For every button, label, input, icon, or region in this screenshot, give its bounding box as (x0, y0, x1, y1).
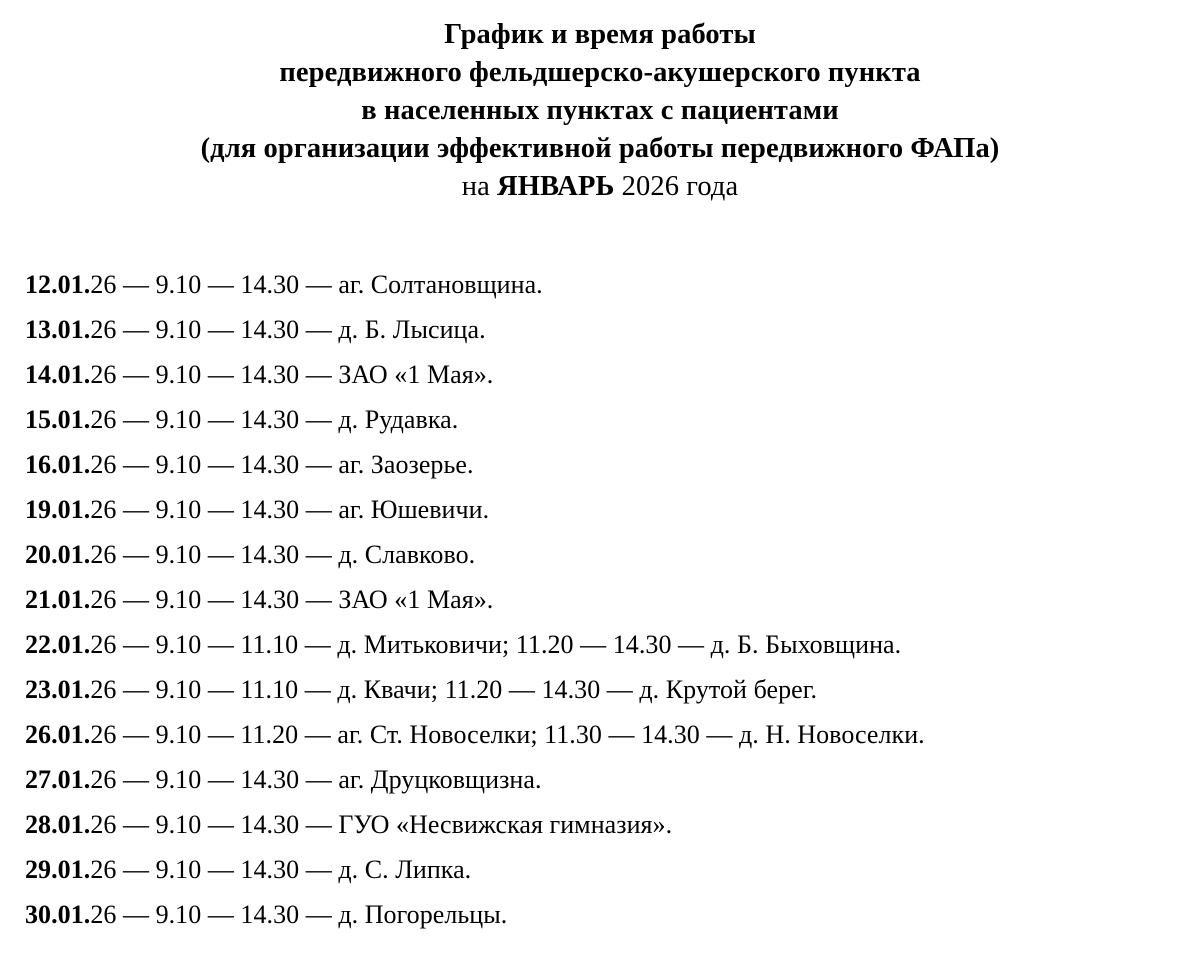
schedule-date-year: 26 (90, 405, 117, 434)
schedule-date: 15.01. (25, 405, 91, 434)
schedule-details: — 9.10 — 11.10 — д. Квачи; 11.20 — 14.30 — д. Крутой берег. (116, 675, 818, 704)
schedule-details: — 9.10 — 14.30 — ЗАО «1 Мая». (116, 360, 494, 389)
document-title-block (0, 0, 1200, 206)
schedule-date-year: 26 (90, 855, 117, 884)
title-month-line (0, 168, 1200, 206)
schedule-row (25, 847, 1200, 892)
schedule-date: 21.01. (25, 585, 91, 614)
title-line-1: График и время работы (444, 19, 756, 50)
schedule-row (25, 442, 1200, 487)
schedule-row (25, 802, 1200, 847)
schedule-date-year: 26 (90, 315, 117, 344)
schedule-row (25, 352, 1200, 397)
schedule-details: — 9.10 — 14.30 — аг. Друцковщизна. (116, 765, 542, 794)
title-line-4: (для организации эффективной работы передвижного ФАПа) (200, 133, 1000, 164)
schedule-date: 19.01. (25, 495, 91, 524)
schedule-details: — 9.10 — 11.20 — аг. Ст. Новоселки; 11.30 — 14.30 — д. Н. Новоселки. (116, 720, 925, 749)
schedule-row (25, 892, 1200, 937)
schedule-date: 13.01. (25, 315, 91, 344)
schedule-date: 29.01. (25, 855, 91, 884)
schedule-details: — 9.10 — 14.30 — д. Славково. (116, 540, 476, 569)
schedule-row (25, 487, 1200, 532)
schedule-date-year: 26 (90, 360, 117, 389)
schedule-date: 27.01. (25, 765, 91, 794)
schedule-row (25, 622, 1200, 667)
schedule-date: 12.01. (25, 270, 91, 299)
schedule-date: 22.01. (25, 630, 91, 659)
schedule-date-year: 26 (90, 450, 117, 479)
schedule-details: — 9.10 — 14.30 — аг. Заозерье. (116, 450, 474, 479)
schedule-details: — 9.10 — 14.30 — д. С. Липка. (116, 855, 472, 884)
schedule-date-year: 26 (90, 540, 117, 569)
schedule-details: — 9.10 — 14.30 — д. Рудавка. (116, 405, 459, 434)
schedule-date: 16.01. (25, 450, 91, 479)
schedule-date-year: 26 (90, 900, 117, 929)
schedule-details: — 9.10 — 14.30 — аг. Юшевичи. (116, 495, 490, 524)
schedule-date: 30.01. (25, 900, 91, 929)
schedule-details: — 9.10 — 14.30 — ЗАО «1 Мая». (116, 585, 494, 614)
month-line-prefix: на (461, 171, 498, 202)
schedule-details: — 9.10 — 14.30 — ГУО «Несвижская гимназия». (116, 810, 673, 839)
schedule-date-year: 26 (90, 495, 117, 524)
schedule-date: 14.01. (25, 360, 91, 389)
schedule-date-year: 26 (90, 765, 117, 794)
schedule-row (25, 757, 1200, 802)
title-line-3: в населенных пунктах с пациентами (361, 95, 839, 126)
schedule-date: 23.01. (25, 675, 91, 704)
month-line-suffix: 2026 года (614, 171, 739, 202)
schedule-row (25, 397, 1200, 442)
schedule-row (25, 577, 1200, 622)
schedule-date-year: 26 (90, 270, 117, 299)
schedule-row (25, 532, 1200, 577)
schedule-list (0, 262, 1200, 937)
schedule-details: — 9.10 — 11.10 — д. Митьковичи; 11.20 — 14.30 — д. Б. Быховщина. (116, 630, 902, 659)
schedule-row (25, 307, 1200, 352)
schedule-row (25, 262, 1200, 307)
schedule-date: 20.01. (25, 540, 91, 569)
schedule-details: — 9.10 — 14.30 — д. Б. Лысица. (116, 315, 486, 344)
schedule-date-year: 26 (90, 810, 117, 839)
schedule-date-year: 26 (90, 630, 117, 659)
schedule-date-year: 26 (90, 720, 117, 749)
schedule-date-year: 26 (90, 585, 117, 614)
schedule-row (25, 667, 1200, 712)
schedule-date: 26.01. (25, 720, 91, 749)
schedule-date-year: 26 (90, 675, 117, 704)
schedule-row (25, 712, 1200, 757)
title-line-2: передвижного фельдшерско-акушерского пункта (279, 57, 921, 88)
month-name: ЯНВАРЬ (497, 171, 615, 202)
schedule-details: — 9.10 — 14.30 — аг. Солтановщина. (116, 270, 543, 299)
schedule-date: 28.01. (25, 810, 91, 839)
schedule-details: — 9.10 — 14.30 — д. Погорельцы. (116, 900, 508, 929)
